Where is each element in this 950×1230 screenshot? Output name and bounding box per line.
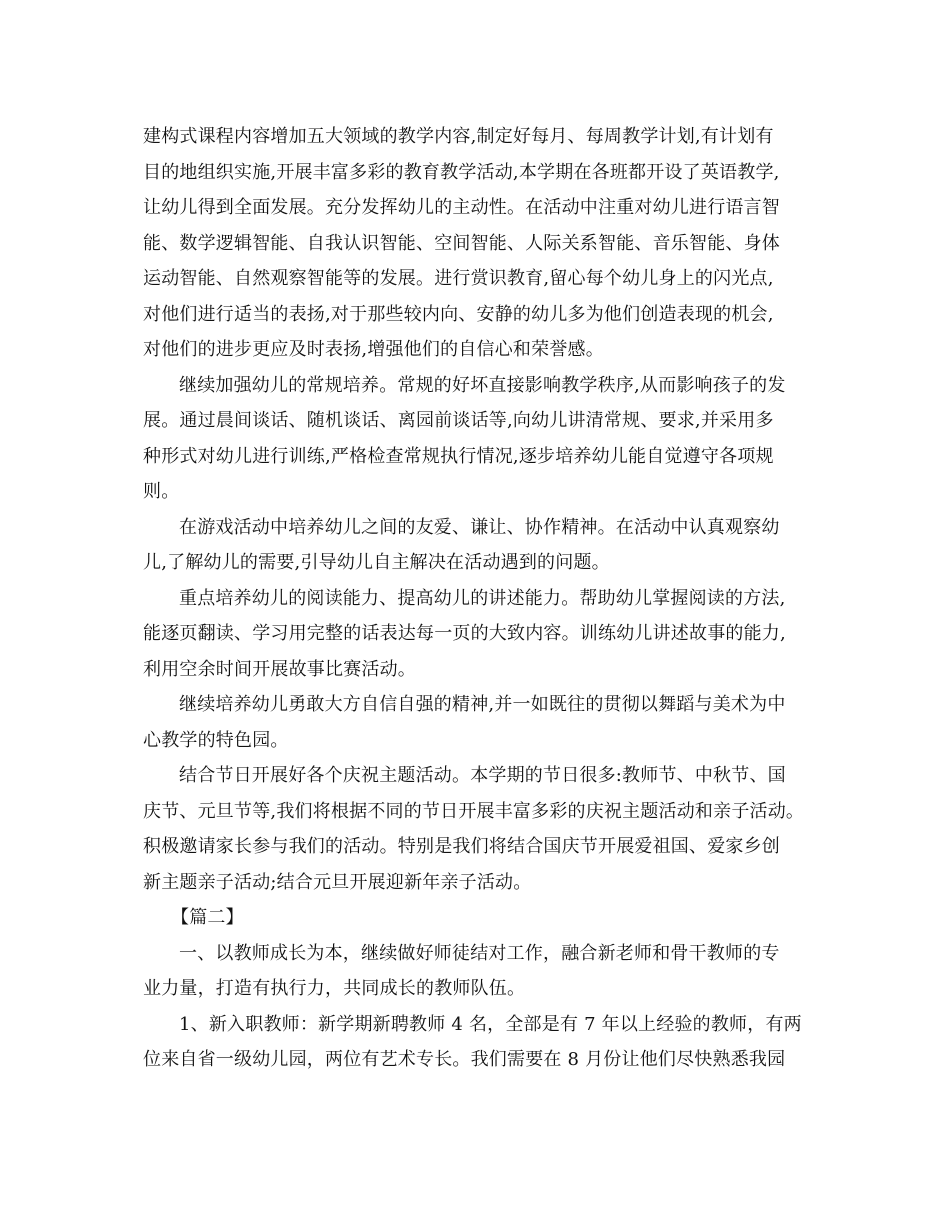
text-line: 展。通过晨间谈话、随机谈话、离园前谈话等,向幼儿讲清常规、要求,并采用多 [143,410,774,431]
text-line: 1、新入职教师：新学期新聘教师 4 名，全部是有 7 年以上经验的教师，有两 [179,1013,802,1035]
text-line: 运动智能、自然观察智能等的发展。进行赏识教育,留心每个幼儿身上的闪光点, [143,268,774,289]
text-line: 继续加强幼儿的常规培养。常规的好坏直接影响教学秩序,从而影响孩子的发 [179,374,786,396]
text-line: 新主题亲子活动;结合元旦开展迎新年亲子活动。 [143,871,532,893]
text-line: 利用空余时间开展故事比赛活动。 [143,658,416,680]
text-line: 能、数学逻辑智能、自我认识智能、空间智能、人际关系智能、音乐智能、身体 [143,232,780,254]
text-line: 则。 [143,481,180,502]
paragraph [143,687,823,758]
text-line: 继续培养幼儿勇敢大方自信自强的精神,并一如既往的贯彻以舞蹈与美术为中 [179,694,786,715]
paragraph [143,936,823,1007]
section-heading [143,900,823,936]
text-line: 建构式课程内容增加五大领域的教学内容,制定好每月、每周教学计划,有计划有 [143,126,774,147]
document-body [143,119,823,1078]
paragraph [143,368,823,510]
text-line: 结合节日开展好各个庆祝主题活动。本学期的节日很多:教师节、中秋节、国 [179,765,786,786]
text-line: 庆节、元旦节等,我们将根据不同的节日开展丰富多彩的庆祝主题活动和亲子活动。 [143,800,805,822]
text-line: 业力量，打造有执行力，共同成长的教师队伍。 [143,978,526,999]
section-heading-text: 【篇二】 [171,907,244,928]
paragraph [143,119,823,368]
text-line: 对他们的进步更应及时表扬,增强他们的自信心和荣誉感。 [143,339,604,360]
text-line: 心教学的特色园。 [143,729,289,751]
text-line: 位来自省一级幼儿园，两位有艺术专长。我们需要在 8 月份让他们尽快熟悉我园 [143,1049,786,1070]
paragraph [143,510,823,581]
text-line: 目的地组织实施,开展丰富多彩的教育教学活动,本学期在各班都开设了英语教学, [143,161,780,183]
text-line: 对他们进行适当的表扬,对于那些较内向、安静的幼儿多为他们创造表现的机会, [143,303,774,325]
paragraph [143,1007,823,1078]
paragraph [143,758,823,900]
text-line: 积极邀请家长参与我们的活动。特别是我们将结合国庆节开展爱祖国、爱家乡创 [143,836,780,857]
text-line: 在游戏活动中培养幼儿之间的友爱、谦让、协作精神。在活动中认真观察幼 [179,516,780,538]
text-line: 种形式对幼儿进行训练,严格检查常规执行情况,逐步培养幼儿能自觉遵守各项规 [143,445,774,467]
text-line: 重点培养幼儿的阅读能力、提高幼儿的讲述能力。帮助幼儿掌握阅读的方法, [179,587,786,609]
text-line: 让幼儿得到全面发展。充分发挥幼儿的主动性。在活动中注重对幼儿进行语言智 [143,197,780,218]
paragraph [143,581,823,688]
text-line: 儿,了解幼儿的需要,引导幼儿自主解决在活动遇到的问题。 [143,552,610,573]
text-line: 一、以教师成长为本，继续做好师徒结对工作，融合新老师和骨干教师的专 [179,942,780,964]
text-line: 能逐页翻读、学习用完整的话表达每一页的大致内容。训练幼儿讲述故事的能力, [143,623,786,644]
